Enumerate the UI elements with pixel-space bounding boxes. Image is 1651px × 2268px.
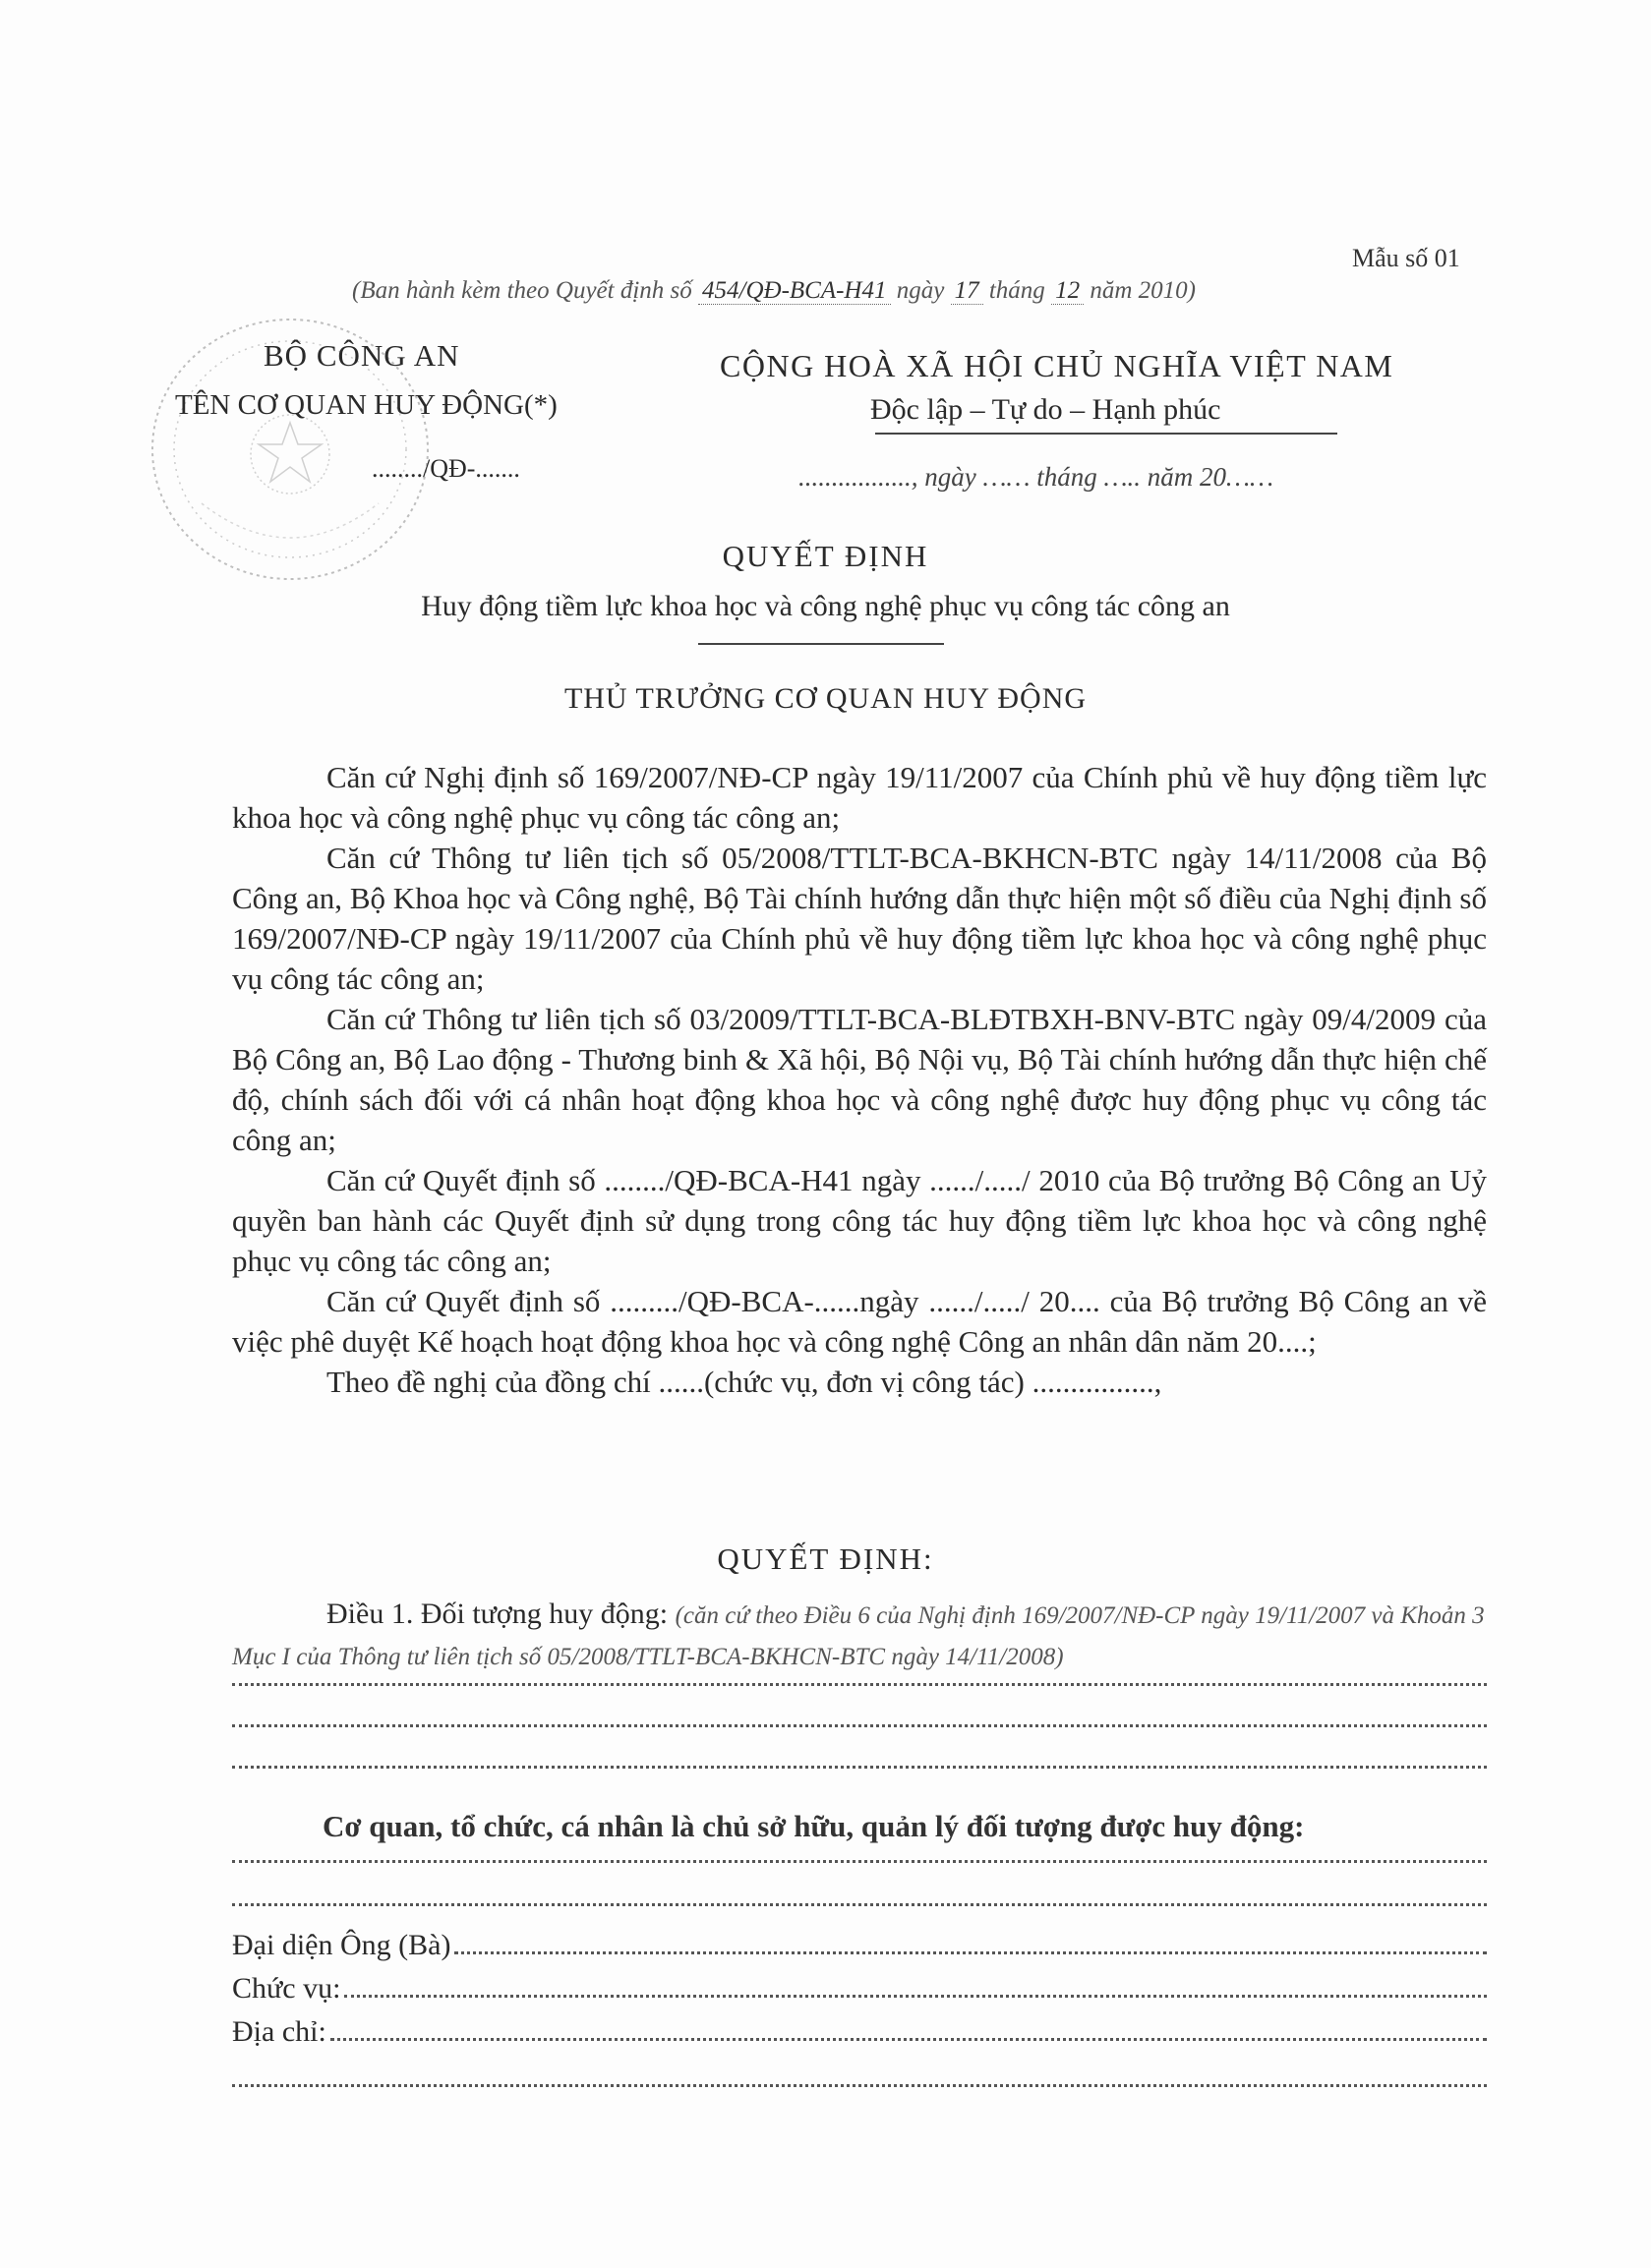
issued-day-label: ngày bbox=[896, 277, 945, 304]
authority-heading: THỦ TRƯỞNG CƠ QUAN HUY ĐỘNG bbox=[563, 682, 1088, 715]
issued-note bbox=[352, 277, 1196, 305]
issued-day: 17 bbox=[951, 277, 983, 305]
position-fill bbox=[344, 1994, 1487, 1998]
dotted-line bbox=[232, 2082, 1487, 2087]
dotted-line bbox=[232, 1764, 1487, 1769]
nation-title: CỘNG HOÀ XÃ HỘI CHỦ NGHĨA VIỆT NAM bbox=[720, 348, 1394, 383]
address-label: Địa chỉ: bbox=[232, 2015, 326, 2048]
preamble bbox=[232, 757, 1487, 1402]
position-label: Chức vụ: bbox=[232, 1972, 341, 2005]
issued-month: 12 bbox=[1051, 277, 1084, 305]
representative-fill bbox=[454, 1950, 1487, 1954]
motto-underline bbox=[875, 433, 1337, 435]
article-1-note: (căn cứ theo Điều 6 của Nghị định 169/2007/NĐ-CP ngày 19/11/2007 và Khoản 3 Mục I của Thông tư liên tịch số 05/2008/TTLT-BCA-BKHCN-BTC ngày 14/11/2008) bbox=[232, 1602, 1485, 1670]
subject-underline bbox=[698, 643, 944, 645]
preamble-paragraph: Căn cứ Nghị định số 169/2007/NĐ-CP ngày 19/11/2007 của Chính phủ về huy động tiềm lực khoa học và công nghệ phục vụ công tác công an; bbox=[232, 760, 1487, 835]
representative-label: Đại diện Ông (Bà) bbox=[232, 1929, 451, 1961]
dotted-line bbox=[232, 1858, 1487, 1863]
document-type-title: QUYẾT ĐỊNH bbox=[722, 539, 929, 573]
representative-field bbox=[232, 1929, 1487, 1962]
decision-heading: QUYẾT ĐỊNH: bbox=[717, 1541, 934, 1576]
national-motto: Độc lập – Tự do – Hạnh phúc bbox=[870, 393, 1221, 426]
owner-heading: Cơ quan, tổ chức, cá nhân là chủ sở hữu, quản lý đối tượng được huy động: bbox=[323, 1809, 1305, 1843]
preamble-paragraph: Theo đề nghị của đồng chí ......(chức vụ, đơn vị công tác) ................, bbox=[326, 1365, 1162, 1399]
article-1 bbox=[232, 1595, 1487, 1677]
dotted-line bbox=[232, 1901, 1487, 1906]
address-field bbox=[232, 2015, 1487, 2049]
document-subject: Huy động tiềm lực khoa học và công nghệ phục vụ công tác công an bbox=[421, 590, 1230, 622]
document-number: ......../QĐ-....... bbox=[372, 454, 520, 483]
ministry-name: BỘ CÔNG AN bbox=[264, 338, 460, 373]
dotted-line bbox=[232, 1722, 1487, 1727]
form-number: Mẫu số 01 bbox=[1352, 244, 1460, 272]
issued-decision-number: 454/QĐ-BCA-H41 bbox=[698, 277, 890, 305]
preamble-paragraph: Căn cứ Quyết định số ........./QĐ-BCA-......ngày ....../...../ 20.... của Bộ trưởng Bộ Công an về việc phê duyệt Kế hoạch hoạt động khoa học và công nghệ Công an nhân dân năm 20....; bbox=[232, 1284, 1487, 1359]
address-fill bbox=[330, 2037, 1487, 2041]
position-field bbox=[232, 1972, 1487, 2006]
dotted-line bbox=[232, 1681, 1487, 1686]
date-line: ................., ngày …… tháng ….. năm 20…… bbox=[798, 462, 1274, 492]
article-1-label: Điều 1. Đối tượng huy động: bbox=[326, 1598, 669, 1630]
agency-name: TÊN CƠ QUAN HUY ĐỘNG(*) bbox=[175, 389, 558, 421]
preamble-paragraph: Căn cứ Thông tư liên tịch số 05/2008/TTLT-BCA-BKHCN-BTC ngày 14/11/2008 của Bộ Công an, Bộ Khoa học và Công nghệ, Bộ Tài chính hướng dẫn thực hiện một số điều của Nghị định số 169/2007/NĐ-CP ngày 19/11/2007 của Chính phủ về huy động tiềm lực khoa học và công nghệ phục vụ công tác công an; bbox=[232, 841, 1487, 996]
preamble-paragraph: Căn cứ Thông tư liên tịch số 03/2009/TTLT-BCA-BLĐTBXH-BNV-BTC ngày 09/4/2009 của Bộ Công an, Bộ Lao động - Thương binh & Xã hội, Bộ Nội vụ, Bộ Tài chính hướng dẫn thực hiện chế độ, chính sách đối với cá nhân hoạt động khoa học và công nghệ được huy động phục vụ công tác công an; bbox=[232, 1002, 1487, 1157]
issued-prefix: (Ban hành kèm theo Quyết định số bbox=[352, 277, 692, 304]
preamble-paragraph: Căn cứ Quyết định số ......../QĐ-BCA-H41 ngày ....../...../ 2010 của Bộ trưởng Bộ Công an Uỷ quyền ban hành các Quyết định sử dụng trong công tác huy động tiềm lực khoa học và công nghệ phục vụ công tác công an; bbox=[232, 1163, 1487, 1278]
issued-year-label: năm 2010) bbox=[1090, 277, 1196, 304]
issued-month-label: tháng bbox=[988, 277, 1045, 304]
